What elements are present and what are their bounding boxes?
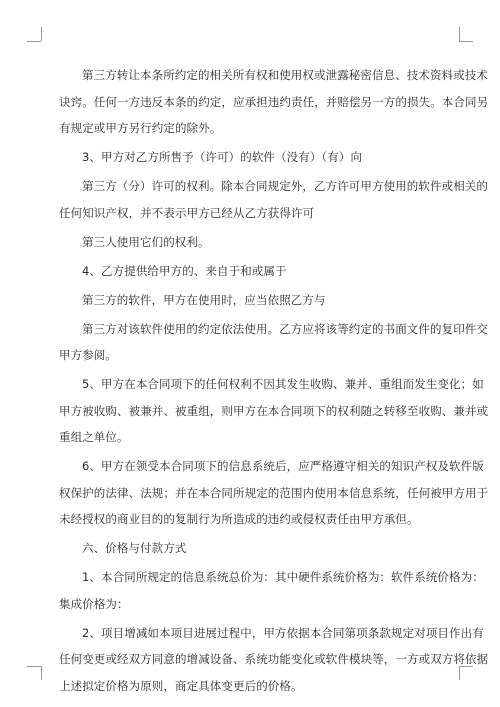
paragraph bbox=[59, 620, 489, 700]
text-line: 2、项目增减如本项目进展过程中，甲方依据本合同第项条款规定对项目作出有 bbox=[82, 625, 484, 640]
text-line: 甲方被收购、被兼并、被重组，则甲方在本合同项下的权利随之转移至收购、兼并或 bbox=[59, 403, 489, 418]
paragraph bbox=[59, 371, 489, 451]
paragraph bbox=[59, 287, 449, 314]
text-line: 6、甲方在领受本合同项下的信息系统后，应严格遵守相关的知识产权及软件版 bbox=[82, 459, 484, 473]
text-line: 重组之单位。 bbox=[59, 430, 129, 444]
crop-mark-top-right-v bbox=[459, 27, 460, 41]
text-line: 未经授权的商业目的的复制行为所造成的违约或侵权责任由甲方承但。 bbox=[59, 512, 419, 526]
text-line: 权保护的法律、法规；并在本合同所规定的范围内使用本信息系统，任何被甲方用于 bbox=[59, 485, 489, 500]
text-line: 诀窍。任何一方违反本条的约定，应承担违约责任，并赔偿另一方的损失。本合同另 bbox=[59, 94, 489, 109]
paragraph bbox=[59, 229, 449, 256]
paragraph bbox=[59, 173, 488, 226]
crop-mark-bottom-right-h bbox=[459, 666, 473, 667]
paragraph bbox=[59, 564, 484, 617]
text-line: 六、价格与付款方式 bbox=[82, 541, 187, 555]
text-line: 上述拟定价格为原则，商定具体变更后的价格。 bbox=[59, 678, 303, 693]
crop-mark-bottom-left-v bbox=[41, 666, 42, 680]
crop-mark-bottom-right-v bbox=[459, 666, 460, 680]
crop-mark-top-left-h bbox=[27, 41, 41, 42]
text-line: 有规定或甲方另行约定的除外。 bbox=[59, 121, 222, 135]
text-line: 甲方参阅。 bbox=[59, 348, 117, 362]
paragraph bbox=[59, 535, 449, 562]
text-line: 第三人使用它们的权利。 bbox=[82, 234, 210, 249]
text-line: 第三方（分）许可的权利。除本合同规定外，乙方许可甲方使用的软件或相关的 bbox=[82, 179, 488, 193]
paragraph bbox=[59, 453, 489, 533]
text-line: 5、甲方在本合同项下的任何权利不因其发生收购、兼并、重组而发生变化；如 bbox=[82, 377, 484, 391]
crop-mark-top-right-h bbox=[459, 41, 473, 42]
text-line: 1、本合同所规定的信息系统总价为：其中硬件系统价格为：软件系统价格为： bbox=[82, 570, 484, 584]
text-line: 任何变更或经双方同意的增减设备、系统功能变化或软件模块等，一方或双方将依据 bbox=[59, 652, 489, 666]
text-line: 3、甲方对乙方所售予（许可）的软件（没有）（有）向 bbox=[82, 150, 363, 164]
text-line: 第三方对该软件使用的约定依法使用。乙方应将该等约定的书面文件的复印件交 bbox=[82, 321, 488, 336]
crop-mark-bottom-left-h bbox=[27, 666, 41, 667]
paragraph bbox=[59, 62, 489, 142]
paragraph bbox=[59, 258, 449, 285]
paragraph bbox=[59, 316, 488, 369]
text-line: 4、乙方提供给甲方的、来自于和或属于 bbox=[82, 263, 287, 278]
document-body bbox=[59, 62, 489, 702]
crop-mark-top-left-v bbox=[41, 27, 42, 41]
text-line: 第三方的软件，甲方在使用时，应当依照乙方与 bbox=[82, 292, 326, 307]
text-line: 第三方转让本条所约定的相关所有权和使用权或泄露秘密信息、技术资料或技术 bbox=[82, 68, 488, 82]
text-line: 任何知识产权，并不表示甲方已经从乙方获得许可 bbox=[59, 205, 315, 220]
text-line: 集成价格为： bbox=[59, 596, 129, 611]
paragraph bbox=[59, 144, 449, 171]
